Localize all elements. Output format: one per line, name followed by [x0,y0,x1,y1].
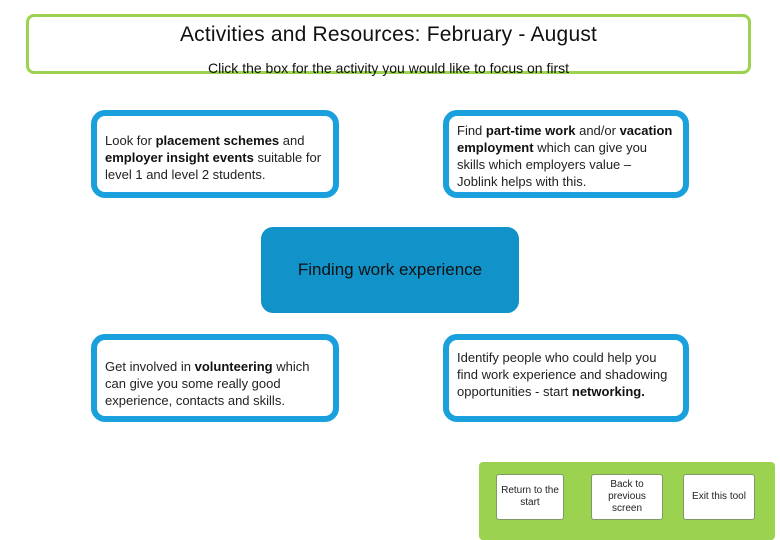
placement-schemes-text: Look for placement schemes and employer insight events suitable for level 1 and level 2 students. [105,133,322,182]
exit-tool-button[interactable]: Exit this tool [683,474,755,520]
placement-schemes-card[interactable] [91,110,339,198]
return-to-start-button[interactable]: Return to the start [496,474,564,520]
back-to-previous-button[interactable]: Back to previous screen [591,474,663,520]
part-time-work-text: Find part-time work and/or vacation employment which can give you skills which employers value – Joblink helps with this. [457,123,673,189]
navigation-bar [479,462,775,540]
volunteering-card[interactable] [91,334,339,422]
header-box [26,14,751,74]
networking-text: Identify people who could help you find work experience and shadowing opportunities - start networking. [457,350,668,399]
finding-work-experience-hub [261,227,519,313]
volunteering-text: Get involved in volunteering which can give you some really good experience, contacts and skills. [105,359,310,408]
page-subtitle: Click the box for the activity you would like to focus on first [207,60,570,76]
part-time-work-card[interactable] [443,110,689,198]
page-title: Activities and Resources: February - August [179,23,598,46]
hub-label: Finding work experience [297,260,483,279]
networking-card[interactable] [443,334,689,422]
